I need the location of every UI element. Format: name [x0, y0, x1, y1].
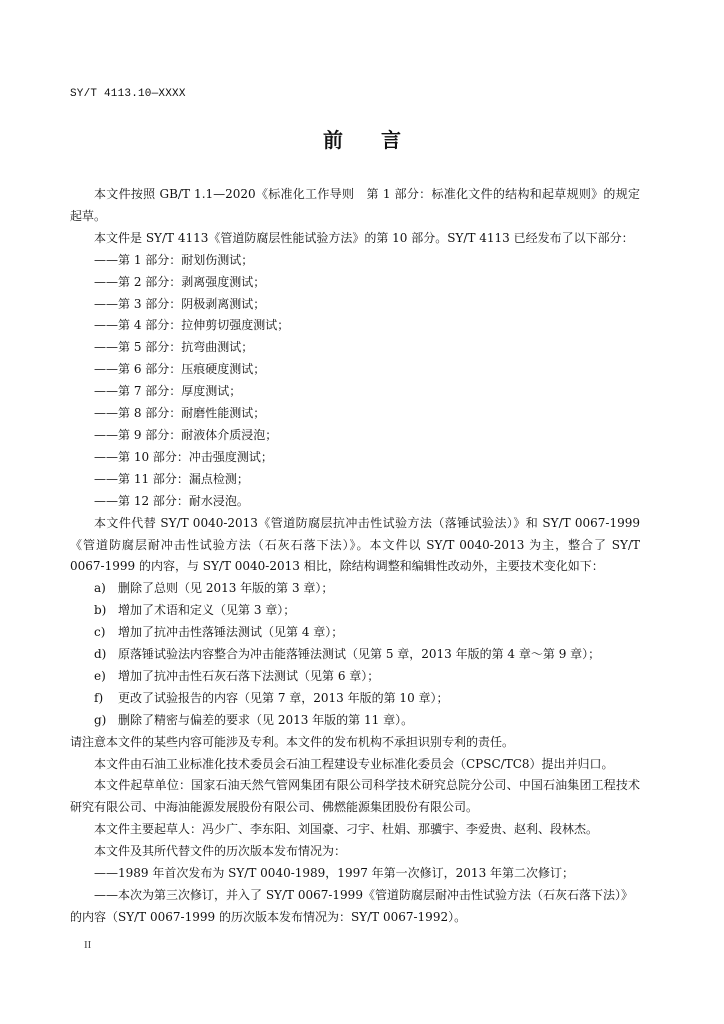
paragraph-patent-notice: 请注意本文件的某些内容可能涉及专利。本文件的发布机构不承担识别专利的责任。	[70, 734, 515, 749]
change-list-item	[70, 622, 640, 644]
paragraph-history-intro: 本文件及其所代替文件的历次版本发布情况为：	[94, 844, 347, 859]
change-list-item	[70, 710, 640, 732]
change-list-item	[70, 578, 640, 600]
part-list-item: ——第 4 部分：拉伸剪切强度测试；	[94, 318, 290, 333]
paragraph-drafting-rules: 本文件按照 GB/T 1.1—2020《标准化工作导则 第 1 部分：标准化文件的结构和起草规则》的规定起草。	[70, 187, 640, 223]
change-text: 删除了总则（见 2013 年版的第 3 章）；	[118, 581, 334, 596]
part-list-item: ——第 8 部分：耐磨性能测试；	[94, 406, 266, 421]
part-list-item: ——第 6 部分：压痕硬度测试；	[94, 362, 266, 377]
title-char-2: 言	[381, 128, 401, 152]
change-text: 增加了抗冲击性落锤法测试（见第 4 章）；	[118, 625, 344, 640]
part-list-item: ——第 11 部分：漏点检测；	[94, 471, 249, 486]
document-code: SY/T 4113.10—XXXX	[70, 88, 186, 100]
change-list-item	[70, 600, 640, 622]
change-text: 原落锤试验法内容整合为冲击能落锤法测试（见第 5 章，2013 年版的第 4 章～第 9 章）；	[118, 647, 601, 662]
change-list-item	[70, 666, 640, 688]
change-text: 增加了术语和定义（见第 3 章）；	[118, 603, 296, 618]
history-item: ——本次为第三次修订，并入了 SY/T 0067-1999《管道防腐层耐冲击性试验方法（石灰石落下法）》的内容（SY/T 0067-1999 的历次版本发布情况为：SY/T 0067-1992）。	[70, 888, 633, 924]
part-list-item: ——第 9 部分：耐液体介质浸泡；	[94, 427, 278, 442]
part-list-item: ——第 3 部分：阴极剥离测试；	[94, 296, 266, 311]
part-list-item: ——第 12 部分：耐水浸泡。	[94, 493, 249, 508]
paragraph-proposer: 本文件由石油工业标准化技术委员会石油工程建设专业标准化委员会（CPSC/TC8）提出并归口。	[94, 756, 614, 771]
paragraph-replaces: 本文件代替 SY/T 0040-2013《管道防腐层抗冲击性试验方法（落锤试验法）》和 SY/T 0067-1999《管道防腐层耐冲击性试验方法（石灰石落下法）》。本文件以 SY/T 0040-2013 为主，整合了 SY/T 0067-1999 的内容，与 SY/T 0040-2013 相比，除结构调整和编辑性改动外，主要技术变化如下：	[70, 515, 640, 574]
title-char-1: 前	[323, 128, 343, 152]
paragraph-series-intro: 本文件是 SY/T 4113《管道防腐层性能试验方法》的第 10 部分。SY/T 4113 已经发布了以下部分：	[94, 230, 634, 245]
change-marker: c)	[94, 625, 106, 640]
paragraph-drafters: 本文件主要起草人：冯少广、李东阳、刘国豪、刁宇、杜娟、那骥宇、李爱贵、赵利、段林杰。	[94, 822, 599, 837]
paragraph-drafting-units: 本文件起草单位：国家石油天然气管网集团有限公司科学技术研究总院分公司、中国石油集团工程技术研究有限公司、中海油能源发展股份有限公司、佛燃能源集团股份有限公司。	[70, 778, 640, 815]
change-list-item	[70, 644, 640, 666]
document-body	[70, 184, 640, 929]
change-marker: a)	[94, 581, 106, 596]
change-marker: f)	[94, 690, 104, 705]
change-text: 删除了精密与偏差的要求（见 2013 年版的第 11 章）。	[118, 712, 414, 727]
change-marker: e)	[94, 668, 106, 683]
part-list-item: ——第 1 部分：耐划伤测试；	[94, 252, 254, 267]
part-list-item: ——第 2 部分：剥离强度测试；	[94, 274, 266, 289]
page-title	[0, 124, 724, 153]
history-item: ——1989 年首次发布为 SY/T 0040-1989，1997 年第一次修订，2013 年第二次修订；	[94, 866, 575, 881]
part-list-item: ——第 5 部分：抗弯曲测试；	[94, 340, 254, 355]
change-marker: g)	[94, 712, 107, 727]
part-list-item: ——第 7 部分：厚度测试；	[94, 384, 242, 399]
change-marker: b)	[94, 603, 107, 618]
page-number: II	[84, 939, 92, 951]
change-marker: d)	[94, 647, 107, 662]
part-list-item: ——第 10 部分：冲击强度测试；	[94, 449, 273, 464]
change-text: 更改了试验报告的内容（见第 7 章，2013 年版的第 10 章）；	[118, 690, 449, 705]
change-text: 增加了抗冲击性石灰石落下法测试（见第 6 章）；	[118, 668, 380, 683]
change-list-item	[70, 688, 640, 710]
